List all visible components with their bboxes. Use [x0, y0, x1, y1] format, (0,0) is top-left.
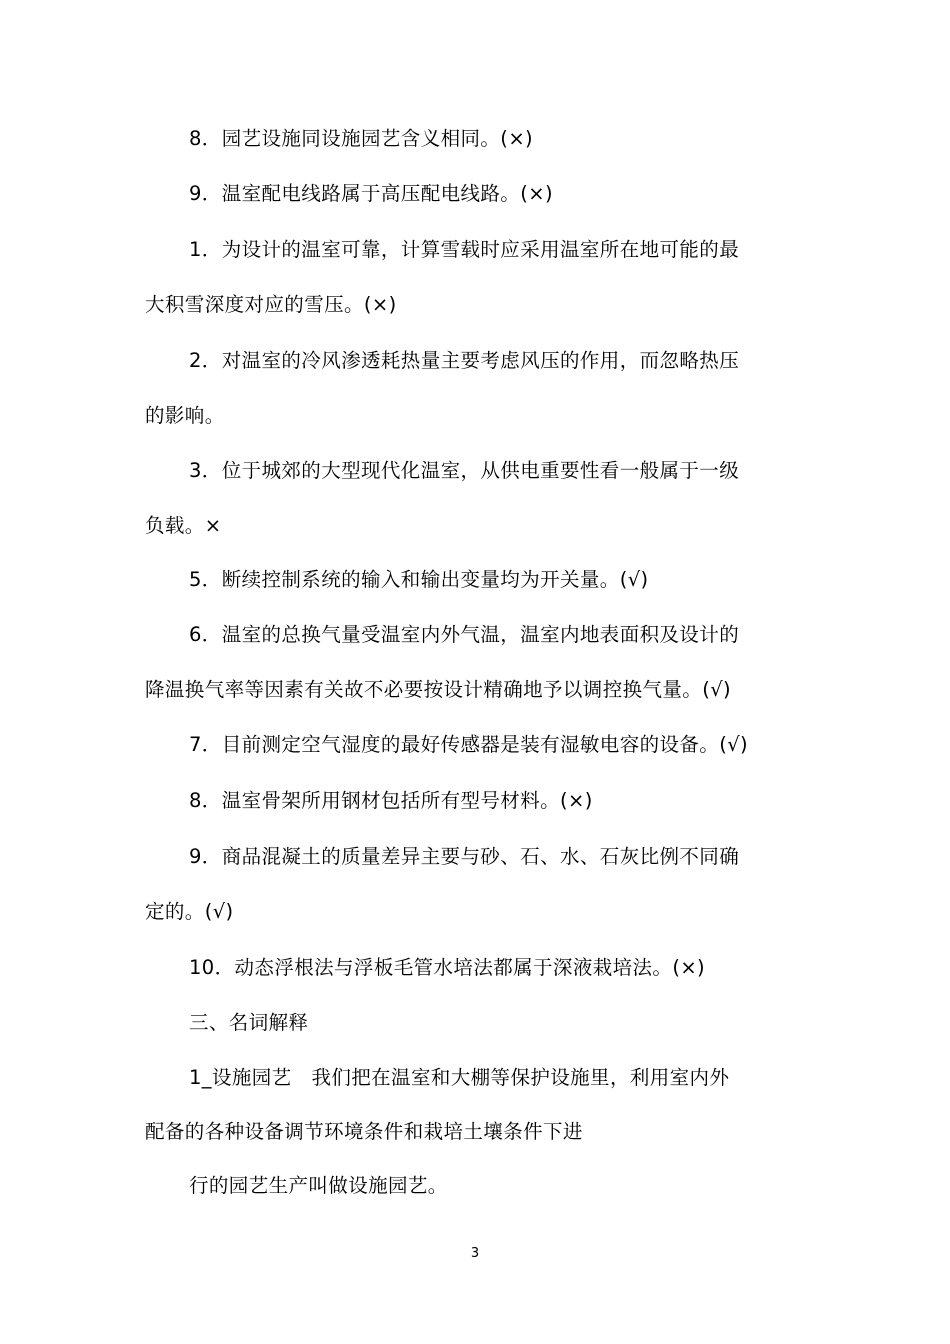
paragraph-line: 6．温室的总换气量受温室内外气温，温室内地表面积及设计的 — [189, 623, 740, 646]
paragraph-line: 1．为设计的温室可靠，计算雪载时应采用温室所在地可能的最 — [189, 238, 740, 261]
section-heading: 三、名词解释 — [189, 1011, 309, 1034]
paragraph-line: 定的。(√) — [145, 900, 234, 923]
paragraph-line: 行的园艺生产叫做设施园艺。 — [189, 1174, 448, 1197]
paragraph-line: 8．温室骨架所用钢材包括所有型号材料。(×) — [189, 789, 593, 812]
paragraph-line: 7．目前测定空气湿度的最好传感器是装有湿敏电容的设备。(√) — [189, 733, 749, 756]
paragraph-line: 的影响。 — [145, 404, 225, 427]
paragraph-line: 配备的各种设备调节环境条件和栽培土壤条件下进 — [145, 1120, 583, 1143]
paragraph-line: 3．位于城郊的大型现代化温室，从供电重要性看一般属于一级 — [189, 459, 740, 482]
paragraph-line: 8．园艺设施同设施园艺含义相同。(×) — [189, 127, 534, 150]
paragraph-line: 9．温室配电线路属于高压配电线路。(×) — [189, 182, 553, 205]
page-number: 3 — [470, 1246, 480, 1261]
paragraph-line: 5．断续控制系统的输入和输出变量均为开关量。(√) — [189, 568, 649, 591]
paragraph-line: 1_设施园艺 我们把在温室和大棚等保护设施里，利用室内外 — [189, 1066, 730, 1089]
paragraph-line: 大积雪深度对应的雪压。(×) — [145, 293, 397, 316]
paragraph-line: 负载。× — [145, 514, 222, 537]
paragraph-line: 10．动态浮根法与浮板毛管水培法都属于深液栽培法。(×) — [189, 956, 706, 979]
paragraph-line: 2．对温室的冷风渗透耗热量主要考虑风压的作用，而忽略热压 — [189, 349, 740, 372]
paragraph-line: 降温换气率等因素有关故不必要按设计精确地予以调控换气量。(√) — [145, 678, 732, 701]
paragraph-line: 9．商品混凝土的质量差异主要与砂、石、水、石灰比例不同确 — [189, 845, 740, 868]
